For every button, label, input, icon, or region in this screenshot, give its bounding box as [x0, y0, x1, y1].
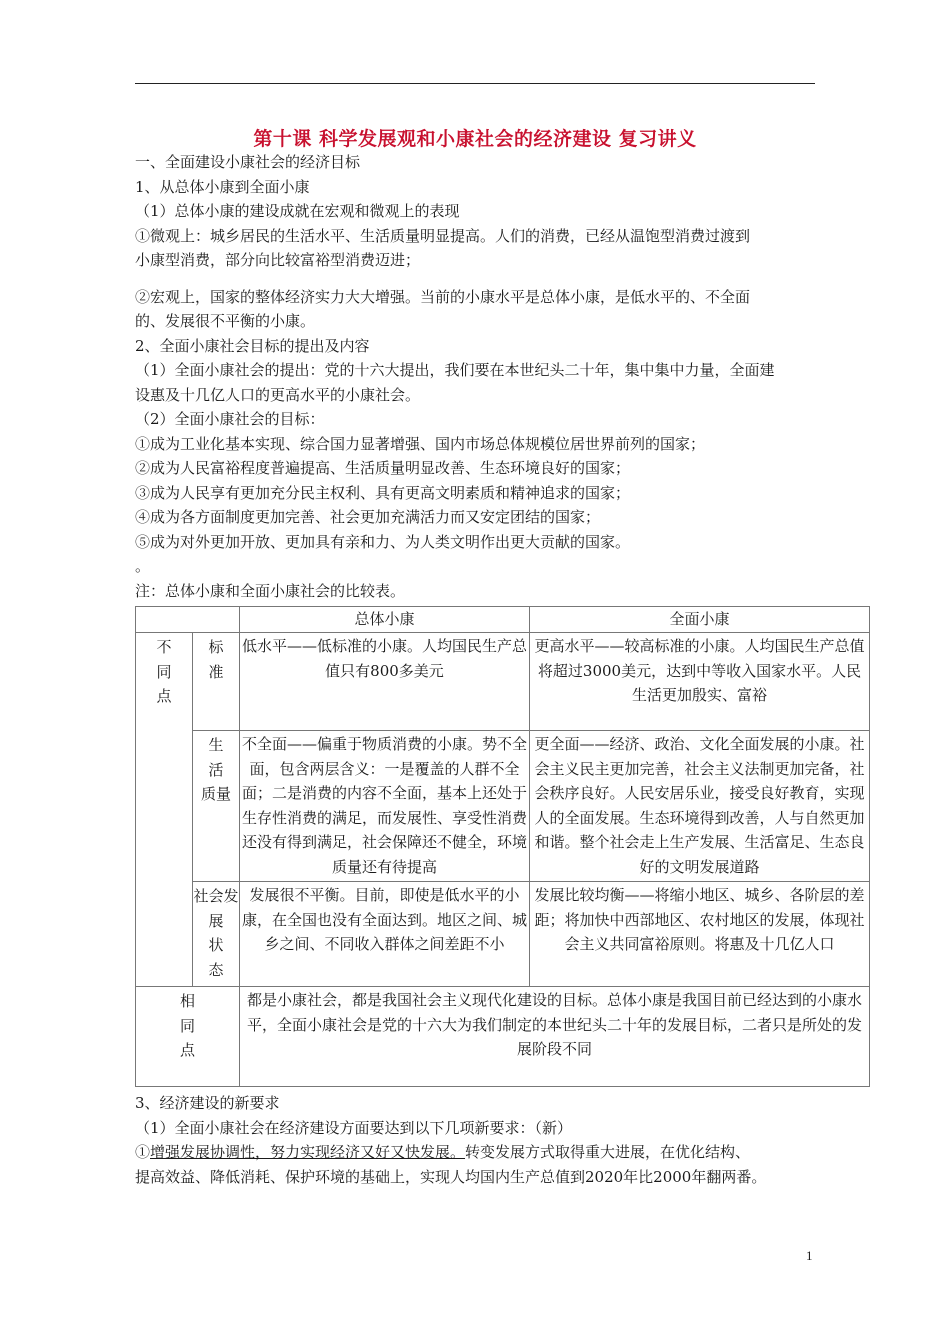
- cell-full-standard: 更高水平——较高标准的小康。人均国民生产总值将超过3000美元，达到中等收入国家水平。人民生活更加殷实、富裕: [530, 633, 870, 731]
- header-rule: [135, 83, 815, 84]
- document-body: [135, 150, 865, 1189]
- same-label: 相 同 点: [136, 987, 240, 1087]
- paragraph-line: （1）全面小康社会在经济建设方面要达到以下几项新要求：（新）: [135, 1118, 573, 1137]
- cell-full-development: 发展比较均衡——将缩小地区、城乡、各阶层的差距；将加快中西部地区、农村地区的发展，体现社会主义共同富裕原则。将惠及十几亿人口: [530, 882, 870, 987]
- goal-item: ④成为各方面制度更加完善、社会更加充满活力而又安定团结的国家；: [135, 508, 601, 526]
- goal-item: ①成为工业化基本实现、综合国力显著增强、国内市场总体规模位居世界前列的国家；: [135, 434, 706, 453]
- stray-mark: 。: [135, 557, 151, 575]
- header-general: 总体小康: [240, 607, 530, 633]
- section-heading: 一、全面建设小康社会的经济目标: [135, 153, 361, 171]
- subsection-heading: 3、经济建设的新要求: [135, 1094, 280, 1112]
- requirement-item: ①增强发展协调性，努力实现经济又好又快发展。转变发展方式取得重大进展，在优化结构、: [135, 1143, 751, 1161]
- table-note: 注：总体小康和全面小康社会的比较表。: [135, 581, 406, 600]
- paragraph-line: （2）全面小康社会的目标：: [135, 410, 325, 428]
- paragraph-line: （1）总体小康的建设成就在宏观和微观上的表现: [135, 202, 460, 220]
- row-label-standard: 标 准: [193, 633, 240, 731]
- subsection-heading: 1、从总体小康到全面小康: [135, 177, 310, 196]
- paragraph-line: 提高效益、降低消耗、保护环境的基础上，实现人均国内生产总值到2020年比2000年翻两番。: [135, 1167, 767, 1186]
- goal-item: ②成为人民富裕程度普遍提高、生活质量明显改善、生态环境良好的国家；: [135, 459, 631, 477]
- header-full: 全面小康: [530, 607, 870, 633]
- paragraph-line: 的、发展很不平衡的小康。: [135, 312, 316, 330]
- paragraph-line: （1）全面小康社会的提出：党的十六大提出，我们要在本世纪头二十年，集中集中力量，全面建: [135, 361, 775, 379]
- page-title: 第十课 科学发展观和小康社会的经济建设 复习讲义: [253, 128, 697, 150]
- goal-item: ⑤成为对外更加开放、更加具有亲和力、为人类文明作出更大贡献的国家。: [135, 532, 631, 551]
- cell-general-standard: 低水平——低标准的小康。人均国民生产总值只有800多美元: [240, 633, 530, 731]
- cell-general-quality: 不全面——偏重于物质消费的小康。势不全面，包含两层含义：一是覆盖的人群不全面；二是消费的内容不全面，基本上还处于生存性消费的满足，而发展性、享受性消费还没有得到满足，社会保障还不健全，环境质量还有待提高: [240, 731, 530, 882]
- table-header-row: [136, 607, 870, 633]
- page-number: 1: [806, 1248, 813, 1263]
- paragraph-line: 小康型消费，部分向比较富裕型消费迈进；: [135, 251, 421, 269]
- cell-general-development: 发展很不平衡。目前，即使是低水平的小康，在全国也没有全面达到。地区之间、城乡之间、不同收入群体之间差距不小: [240, 882, 530, 987]
- paragraph-line: ②宏观上，国家的整体经济实力大大增强。当前的小康水平是总体小康，是低水平的、不全面: [135, 287, 751, 306]
- goal-item: ③成为人民享有更加充分民主权利、具有更高文明素质和精神追求的国家；: [135, 483, 631, 502]
- diff-label: 不 同 点: [136, 633, 193, 987]
- table-row: [136, 731, 870, 882]
- underlined-emphasis: 增强发展协调性，努力实现经济又好又快发展。: [150, 1143, 466, 1161]
- cell-full-quality: 更全面——经济、政治、文化全面发展的小康。社会主义民主更加完善，社会主义法制更加完备，社会秩序良好。人民安居乐业，接受良好教育，实现人的全面发展。生态环境得到改善，人与自然更加和谐。整个社会走上生产发展、生活富足、生态良好的文明发展道路: [530, 731, 870, 882]
- paragraph-line: ①微观上：城乡居民的生活水平、生活质量明显提高。人们的消费，已经从温饱型消费过渡到: [135, 226, 751, 245]
- table-row: [136, 882, 870, 987]
- table-row: [136, 633, 870, 731]
- paragraph-line: 设惠及十几亿人口的更高水平的小康社会。: [135, 385, 421, 404]
- row-label-quality: 生 活 质量: [193, 731, 240, 882]
- table-row: [136, 987, 870, 1087]
- row-label-development: 社会发 展 状 态: [193, 882, 240, 987]
- cell-same: 都是小康社会，都是我国社会主义现代化建设的目标。总体小康是我国目前已经达到的小康水平，全面小康社会是党的十六大为我们制定的本世纪头二十年的发展目标，二者只是所处的发展阶段不同: [240, 987, 870, 1087]
- comparison-table: [135, 606, 870, 1087]
- subsection-heading: 2、全面小康社会目标的提出及内容: [135, 336, 370, 355]
- table-corner-cell: [136, 607, 240, 633]
